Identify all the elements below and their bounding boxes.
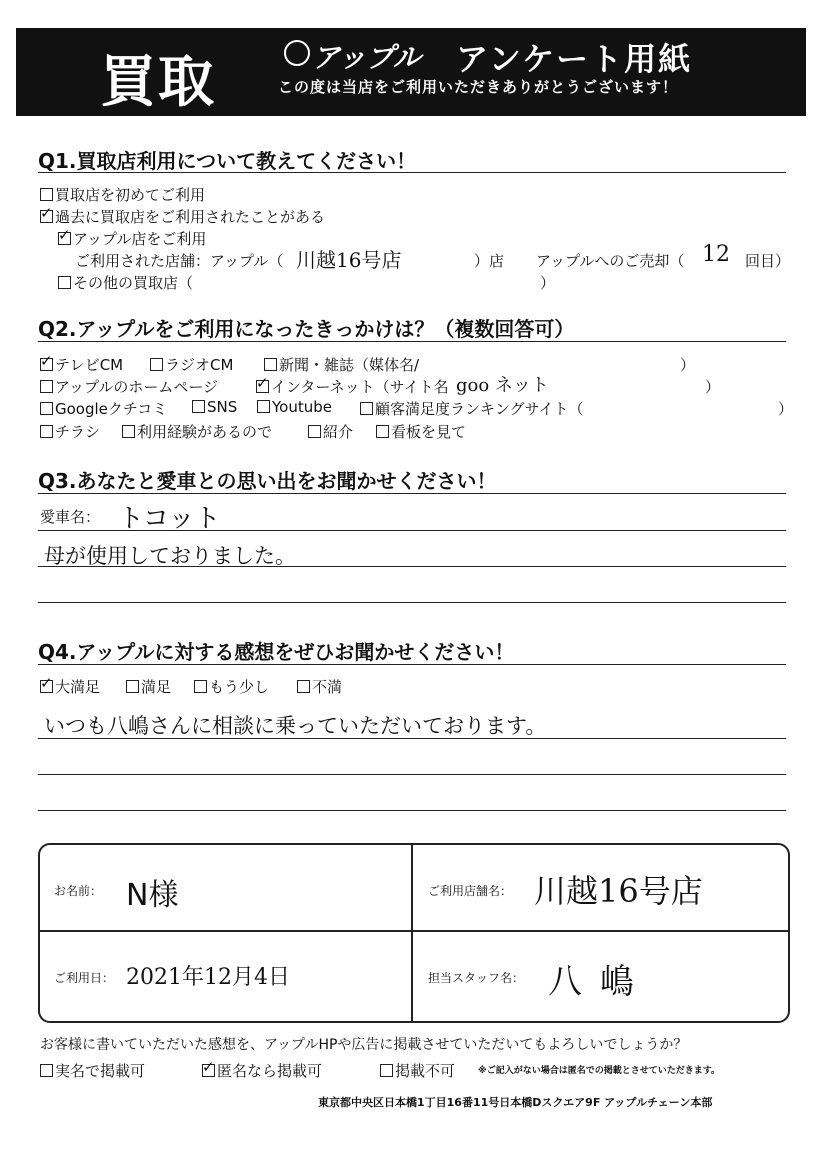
consent-option-realname[interactable]: 実名で掲載可 — [40, 1060, 145, 1081]
checkbox-checked[interactable] — [40, 210, 53, 223]
store-name-label: ご利用店舗名： — [428, 884, 513, 898]
q2-site-value: goo ネット — [456, 375, 549, 396]
checkbox[interactable] — [58, 276, 71, 289]
q2-row3-close: ） — [778, 400, 794, 418]
divider — [38, 664, 786, 665]
divider — [38, 172, 786, 173]
writing-line — [38, 530, 786, 531]
q2-option-signboard[interactable]: 看板を見て — [376, 421, 466, 442]
divider — [38, 930, 788, 932]
q1-option-first[interactable]: 買取店を初めてご利用 — [40, 184, 205, 205]
writing-line — [38, 810, 786, 811]
brand-name: アップル — [312, 41, 421, 74]
q2-row1-close: ） — [680, 356, 696, 374]
checkbox-checked[interactable] — [40, 358, 53, 371]
apple-logo-icon — [284, 40, 310, 66]
consent-question: お客様に書いていただいた感想を、アップルHPや広告に掲載させていただいてもよろしいでしょうか？ — [40, 1037, 688, 1053]
checkbox[interactable] — [40, 1064, 53, 1077]
staff-label: 担当スタッフ名： — [428, 971, 525, 985]
q2-option-youtube[interactable]: Youtube — [257, 398, 332, 416]
q2-option-referral[interactable]: 紹介 — [308, 421, 353, 442]
staff-value[interactable]: 八嶋 — [548, 962, 652, 1002]
store-name-value[interactable]: 川越16号店 — [534, 872, 703, 910]
header-subtitle: この度は当店をご利用いただきありがとうございます！ — [278, 78, 679, 96]
checkbox[interactable] — [264, 358, 277, 371]
q1-store-label: ご利用された店舗：アップル（ — [75, 252, 284, 270]
checkbox-checked[interactable] — [58, 232, 71, 245]
q2-option-ranking[interactable]: 顧客満足度ランキングサイト（ — [360, 398, 584, 419]
consent-option-anonymous[interactable]: ✓ 匿名なら掲載可 — [202, 1060, 322, 1081]
writing-line — [38, 602, 786, 603]
checkbox[interactable] — [308, 425, 321, 438]
checkbox-checked[interactable] — [256, 380, 269, 393]
q3-car-value[interactable]: トコット — [118, 504, 221, 534]
q2-option-experience[interactable]: 利用経験があるので — [122, 421, 272, 442]
checkbox[interactable] — [40, 188, 53, 201]
q1-sell-value: 12 — [702, 242, 730, 267]
checkbox[interactable] — [297, 680, 310, 693]
q4-option-unsatisfied[interactable]: 不満 — [297, 676, 342, 697]
checkbox[interactable] — [194, 680, 207, 693]
checkbox[interactable] — [40, 402, 53, 415]
checkbox-checked[interactable] — [40, 680, 53, 693]
writing-line — [38, 566, 786, 567]
q2-option-newspaper[interactable]: 新聞・雑誌（媒体名/ — [264, 354, 419, 375]
q2-title: Q2.アップルをご利用になったきっかけは？（複数回答可） — [38, 317, 575, 341]
checkbox[interactable] — [122, 425, 135, 438]
q2-option-homepage[interactable]: アップルのホームページ — [40, 376, 218, 397]
checkbox[interactable] — [192, 400, 205, 413]
checkbox[interactable] — [150, 358, 163, 371]
q2-row2-close: ） — [705, 378, 721, 396]
divider — [38, 341, 786, 342]
q4-title: Q4.アップルに対する感想をぜひお聞かせください！ — [38, 640, 515, 664]
checkbox[interactable] — [380, 1064, 393, 1077]
checkbox[interactable] — [360, 402, 373, 415]
q1-option-past[interactable]: ✓過去に買取店をご利用されたことがある — [40, 206, 325, 227]
q2-option-google[interactable]: Googleクチコミ — [40, 398, 167, 419]
header-banner — [16, 28, 806, 116]
q1-sell-label: アップルへのご売却（ — [536, 252, 685, 270]
consent-note: ※ご記入がない場合は匿名での掲載とさせていただきます。 — [478, 1066, 721, 1076]
writing-line — [38, 738, 786, 739]
footer-address: 東京都中央区日本橋1丁目16番11号日本橋Dスクエア9F アップルチェーン本部 — [318, 1096, 713, 1109]
divider — [38, 493, 786, 494]
q1-option-apple[interactable]: ✓アップル店をご利用 — [58, 228, 206, 249]
q2-option-flyer[interactable]: チラシ — [40, 421, 100, 442]
q2-option-tvcm[interactable]: ✓テレビCM — [40, 354, 123, 375]
q2-option-sns[interactable]: SNS — [192, 398, 237, 416]
checkbox-checked[interactable] — [202, 1064, 215, 1077]
writing-line — [38, 774, 786, 775]
q3-title: Q3.あなたと愛車との思い出をお聞かせください！ — [38, 469, 497, 493]
q4-option-very-satisfied[interactable]: ✓大満足 — [40, 676, 100, 697]
q3-memory[interactable]: 母が使用しておりました。 — [44, 544, 296, 568]
checkbox[interactable] — [126, 680, 139, 693]
q3-car-label: 愛車名： — [40, 508, 101, 526]
q4-option-so-so[interactable]: もう少し — [194, 676, 269, 697]
date-label: ご利用日： — [54, 971, 115, 985]
consent-option-decline[interactable]: 掲載不可 — [380, 1060, 455, 1081]
form-title: アンケート用紙 — [456, 40, 693, 78]
q2-option-radiocm[interactable]: ラジオCM — [150, 354, 233, 375]
q2-option-internet[interactable]: ✓ インターネット（サイト名 — [256, 376, 449, 397]
q1-option-other[interactable]: その他の買取店（ — [58, 272, 193, 293]
checkbox[interactable] — [40, 380, 53, 393]
checkbox[interactable] — [40, 425, 53, 438]
q1-sell-suffix: 回目） — [745, 252, 791, 270]
name-value[interactable]: N様 — [126, 878, 179, 913]
q1-store-value: 川越16号店 — [296, 248, 402, 272]
q1-store-suffix: ）店 — [474, 252, 505, 270]
q4-option-satisfied[interactable]: 満足 — [126, 676, 171, 697]
kaitori-logo: 買取 — [100, 50, 216, 115]
q4-comment[interactable]: いつも八嶋さんに相談に乗っていただいております。 — [44, 714, 547, 738]
checkbox[interactable] — [257, 400, 270, 413]
name-label: お名前： — [54, 884, 103, 898]
q1-title: Q1.買取店利用について教えてください！ — [38, 149, 417, 173]
checkbox[interactable] — [376, 425, 389, 438]
date-value[interactable]: 2021年12月4日 — [126, 965, 290, 990]
q1-other-close: ） — [540, 274, 556, 292]
divider — [411, 843, 413, 1021]
